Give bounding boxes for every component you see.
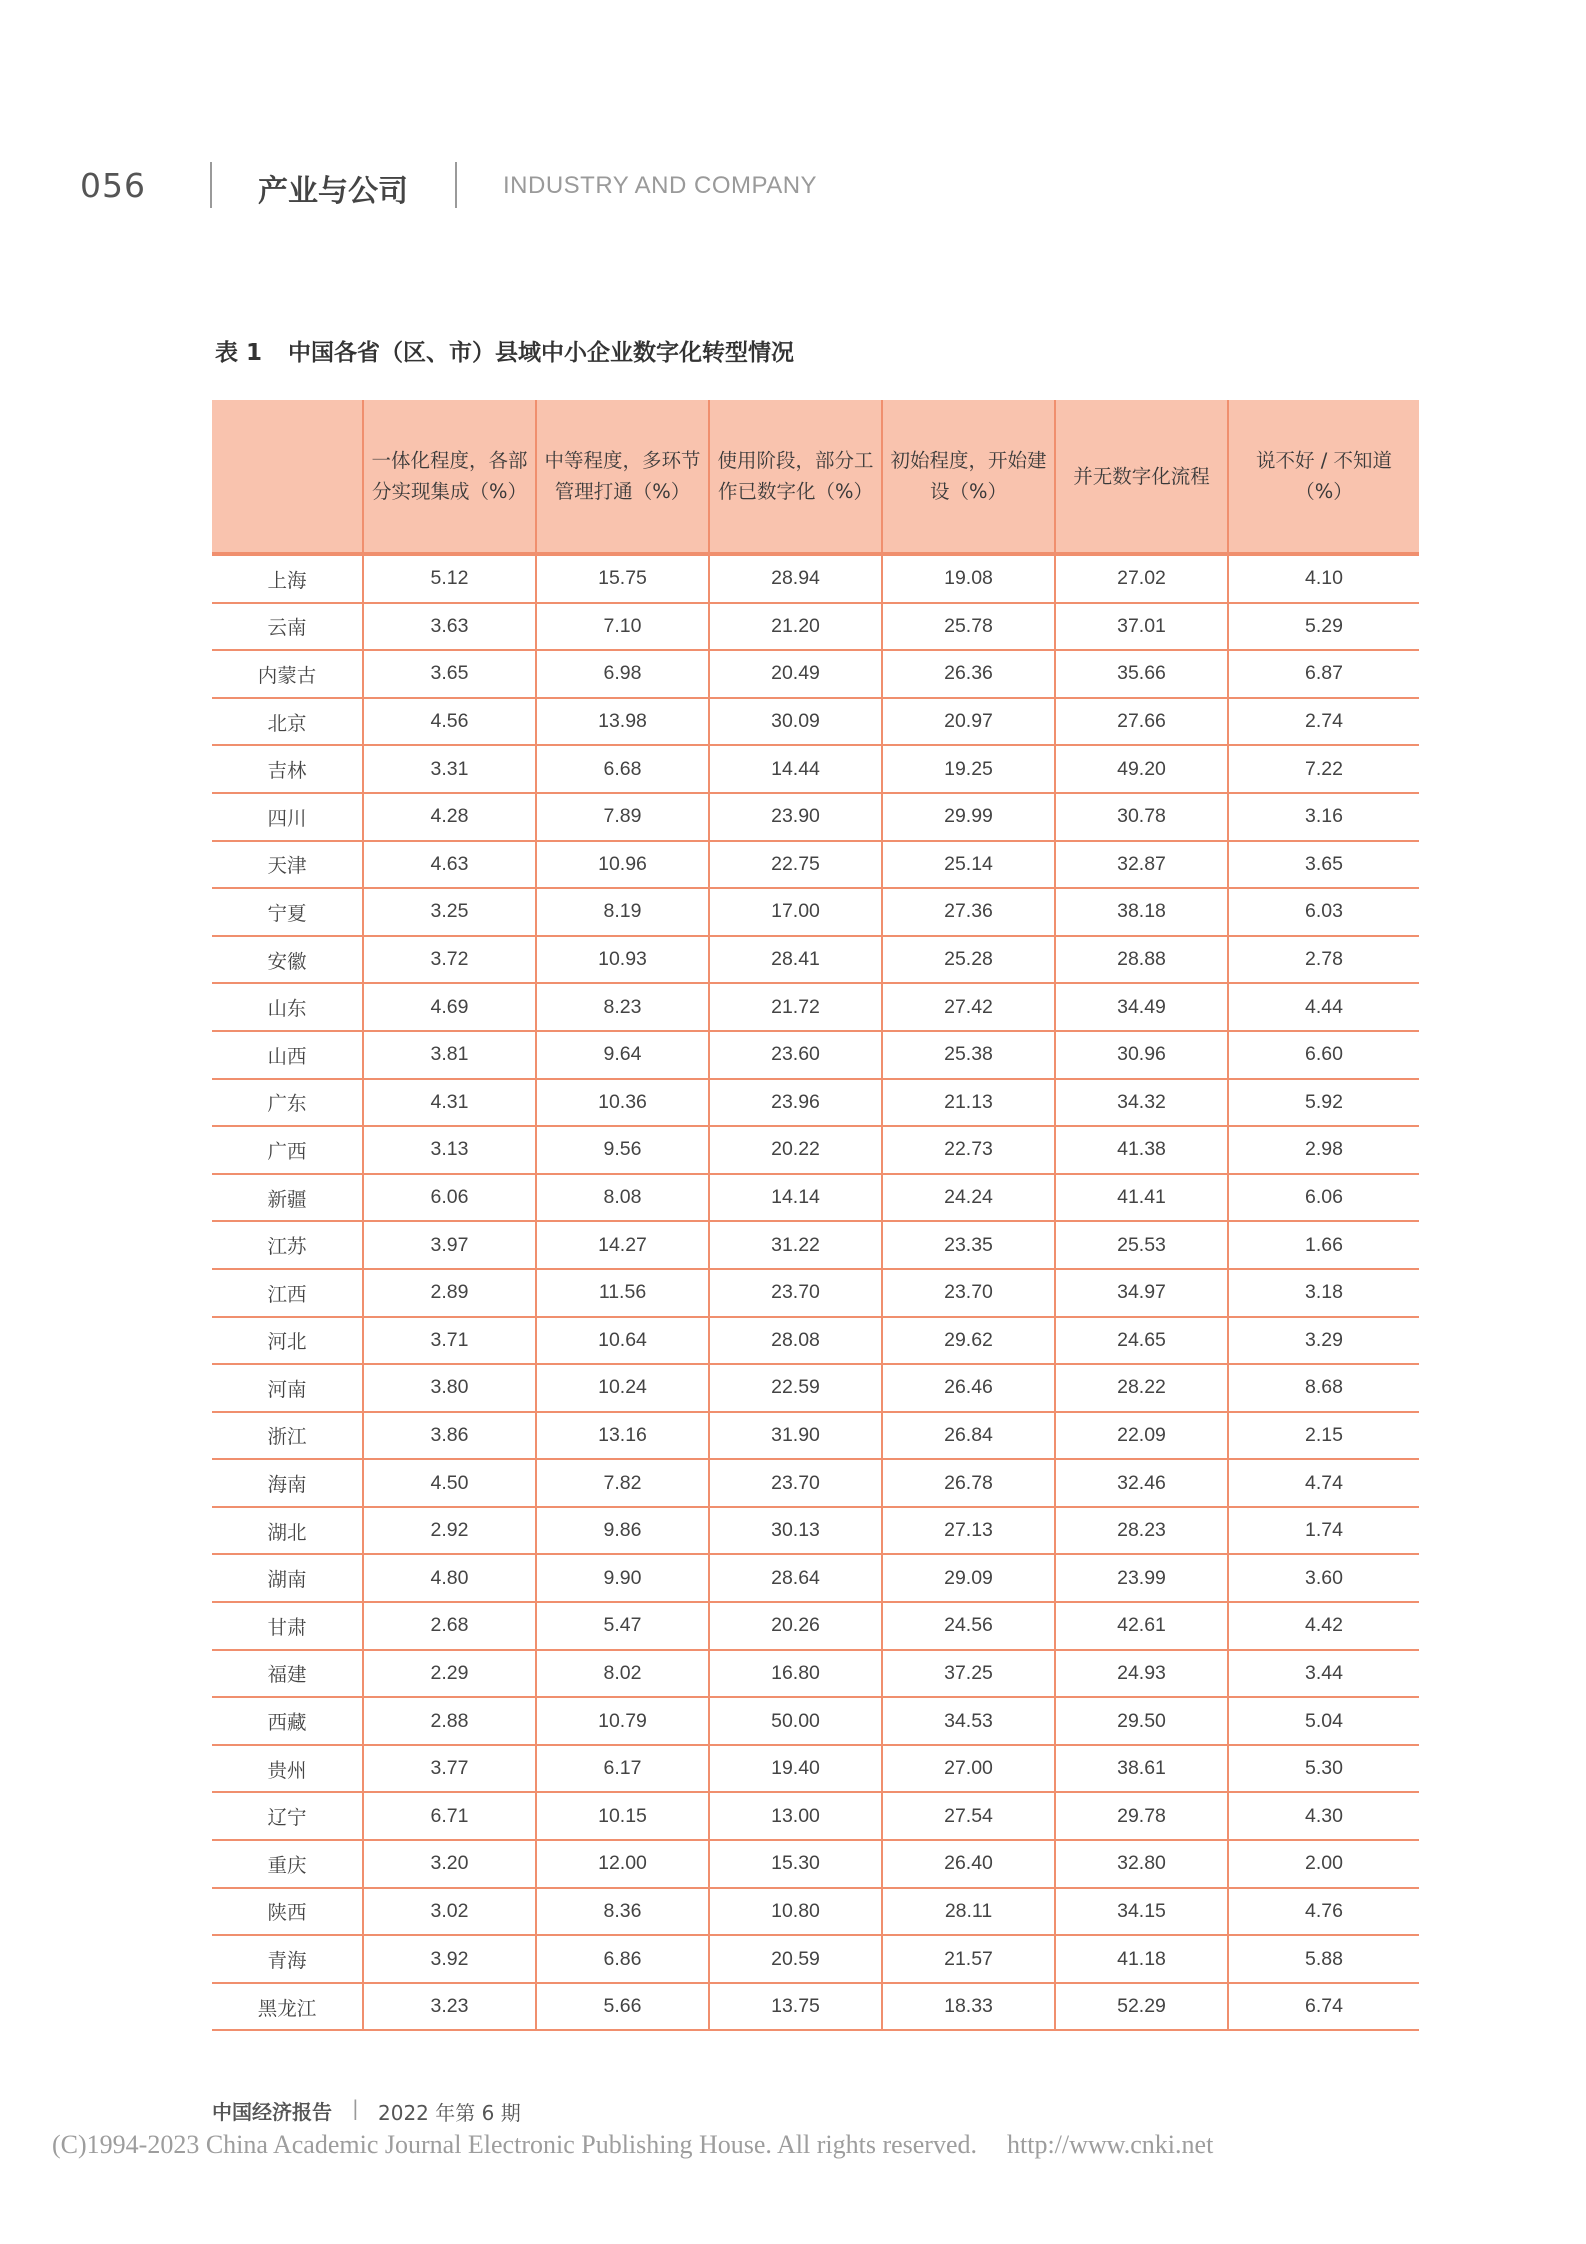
value-cell: 32.80 xyxy=(1055,1840,1228,1888)
value-cell: 6.74 xyxy=(1228,1983,1419,2031)
table-row xyxy=(212,888,1419,936)
value-cell: 34.49 xyxy=(1055,983,1228,1031)
value-cell: 23.70 xyxy=(882,1269,1055,1317)
value-cell: 4.28 xyxy=(363,793,536,841)
value-cell: 4.10 xyxy=(1228,554,1419,603)
column-header: 并无数字化流程 xyxy=(1055,400,1228,554)
value-cell: 7.82 xyxy=(536,1459,709,1507)
column-header: 说不好 / 不知道（%） xyxy=(1228,400,1419,554)
value-cell: 19.40 xyxy=(709,1745,882,1793)
table-body xyxy=(212,554,1419,2030)
table-row xyxy=(212,1269,1419,1317)
region-cell: 黑龙江 xyxy=(212,1983,363,2031)
value-cell: 3.13 xyxy=(363,1126,536,1174)
value-cell: 2.98 xyxy=(1228,1126,1419,1174)
region-cell: 安徽 xyxy=(212,936,363,984)
value-cell: 34.53 xyxy=(882,1697,1055,1745)
value-cell: 30.09 xyxy=(709,698,882,746)
value-cell: 5.29 xyxy=(1228,603,1419,651)
region-cell: 上海 xyxy=(212,554,363,603)
value-cell: 6.60 xyxy=(1228,1031,1419,1079)
value-cell: 4.74 xyxy=(1228,1459,1419,1507)
value-cell: 27.42 xyxy=(882,983,1055,1031)
table-row xyxy=(212,1697,1419,1745)
value-cell: 5.66 xyxy=(536,1983,709,2031)
region-cell: 吉林 xyxy=(212,745,363,793)
region-cell: 广西 xyxy=(212,1126,363,1174)
table-row xyxy=(212,1745,1419,1793)
region-cell: 福建 xyxy=(212,1650,363,1698)
value-cell: 4.76 xyxy=(1228,1888,1419,1936)
value-cell: 29.50 xyxy=(1055,1697,1228,1745)
value-cell: 10.36 xyxy=(536,1079,709,1127)
column-header: 使用阶段，部分工作已数字化（%） xyxy=(709,400,882,554)
region-cell: 辽宁 xyxy=(212,1792,363,1840)
value-cell: 23.70 xyxy=(709,1269,882,1317)
data-table xyxy=(212,400,1419,2031)
region-cell: 湖北 xyxy=(212,1507,363,1555)
value-cell: 41.38 xyxy=(1055,1126,1228,1174)
value-cell: 22.75 xyxy=(709,841,882,889)
value-cell: 8.23 xyxy=(536,983,709,1031)
value-cell: 27.02 xyxy=(1055,554,1228,603)
value-cell: 9.56 xyxy=(536,1126,709,1174)
region-cell: 浙江 xyxy=(212,1412,363,1460)
value-cell: 20.22 xyxy=(709,1126,882,1174)
region-cell: 山西 xyxy=(212,1031,363,1079)
value-cell: 24.65 xyxy=(1055,1317,1228,1365)
value-cell: 34.97 xyxy=(1055,1269,1228,1317)
value-cell: 3.72 xyxy=(363,936,536,984)
copyright-url: http://www.cnki.net xyxy=(1007,2130,1214,2159)
value-cell: 22.59 xyxy=(709,1364,882,1412)
value-cell: 37.01 xyxy=(1055,603,1228,651)
value-cell: 27.13 xyxy=(882,1507,1055,1555)
value-cell: 23.96 xyxy=(709,1079,882,1127)
value-cell: 27.00 xyxy=(882,1745,1055,1793)
value-cell: 35.66 xyxy=(1055,650,1228,698)
region-cell: 西藏 xyxy=(212,1697,363,1745)
region-cell: 贵州 xyxy=(212,1745,363,1793)
value-cell: 15.75 xyxy=(536,554,709,603)
value-cell: 29.99 xyxy=(882,793,1055,841)
value-cell: 20.97 xyxy=(882,698,1055,746)
value-cell: 4.56 xyxy=(363,698,536,746)
value-cell: 2.88 xyxy=(363,1697,536,1745)
table-row xyxy=(212,745,1419,793)
value-cell: 14.27 xyxy=(536,1221,709,1269)
value-cell: 25.78 xyxy=(882,603,1055,651)
region-cell: 河北 xyxy=(212,1317,363,1365)
value-cell: 13.16 xyxy=(536,1412,709,1460)
value-cell: 3.71 xyxy=(363,1317,536,1365)
value-cell: 50.00 xyxy=(709,1697,882,1745)
value-cell: 25.53 xyxy=(1055,1221,1228,1269)
region-cell: 甘肃 xyxy=(212,1602,363,1650)
value-cell: 22.09 xyxy=(1055,1412,1228,1460)
value-cell: 9.90 xyxy=(536,1554,709,1602)
value-cell: 17.00 xyxy=(709,888,882,936)
value-cell: 6.86 xyxy=(536,1935,709,1983)
value-cell: 30.13 xyxy=(709,1507,882,1555)
value-cell: 19.25 xyxy=(882,745,1055,793)
value-cell: 3.81 xyxy=(363,1031,536,1079)
region-cell: 山东 xyxy=(212,983,363,1031)
journal-name: 中国经济报告 xyxy=(212,2100,332,2124)
value-cell: 42.61 xyxy=(1055,1602,1228,1650)
value-cell: 1.74 xyxy=(1228,1507,1419,1555)
value-cell: 20.49 xyxy=(709,650,882,698)
value-cell: 30.96 xyxy=(1055,1031,1228,1079)
value-cell: 12.00 xyxy=(536,1840,709,1888)
region-cell: 北京 xyxy=(212,698,363,746)
value-cell: 24.56 xyxy=(882,1602,1055,1650)
value-cell: 31.22 xyxy=(709,1221,882,1269)
value-cell: 3.23 xyxy=(363,1983,536,2031)
table-row xyxy=(212,554,1419,603)
value-cell: 6.98 xyxy=(536,650,709,698)
table-row xyxy=(212,1459,1419,1507)
value-cell: 4.50 xyxy=(363,1459,536,1507)
value-cell: 28.41 xyxy=(709,936,882,984)
table-row xyxy=(212,1031,1419,1079)
value-cell: 23.35 xyxy=(882,1221,1055,1269)
value-cell: 15.30 xyxy=(709,1840,882,1888)
value-cell: 4.44 xyxy=(1228,983,1419,1031)
copyright-text: (C)1994-2023 China Academic Journal Electronic Publishing House. All rights reserved. xyxy=(52,2130,977,2159)
table-row xyxy=(212,936,1419,984)
footer-separator: | xyxy=(352,2096,359,2120)
column-header: 中等程度，多环节管理打通（%） xyxy=(536,400,709,554)
value-cell: 24.93 xyxy=(1055,1650,1228,1698)
value-cell: 4.80 xyxy=(363,1554,536,1602)
region-cell: 重庆 xyxy=(212,1840,363,1888)
issue-number: 2022 年第 6 期 xyxy=(378,2101,521,2125)
value-cell: 3.97 xyxy=(363,1221,536,1269)
value-cell: 14.14 xyxy=(709,1174,882,1222)
value-cell: 28.08 xyxy=(709,1317,882,1365)
value-cell: 3.63 xyxy=(363,603,536,651)
value-cell: 20.26 xyxy=(709,1602,882,1650)
value-cell: 30.78 xyxy=(1055,793,1228,841)
value-cell: 2.74 xyxy=(1228,698,1419,746)
value-cell: 8.19 xyxy=(536,888,709,936)
table-row xyxy=(212,1554,1419,1602)
value-cell: 13.00 xyxy=(709,1792,882,1840)
header-divider xyxy=(210,162,212,208)
table-row xyxy=(212,1507,1419,1555)
value-cell: 10.15 xyxy=(536,1792,709,1840)
value-cell: 29.78 xyxy=(1055,1792,1228,1840)
value-cell: 7.89 xyxy=(536,793,709,841)
value-cell: 25.14 xyxy=(882,841,1055,889)
page-number: 056 xyxy=(80,166,146,205)
data-table-container xyxy=(212,400,1419,2031)
value-cell: 31.90 xyxy=(709,1412,882,1460)
region-cell: 天津 xyxy=(212,841,363,889)
value-cell: 4.30 xyxy=(1228,1792,1419,1840)
value-cell: 32.87 xyxy=(1055,841,1228,889)
value-cell: 21.13 xyxy=(882,1079,1055,1127)
region-cell: 新疆 xyxy=(212,1174,363,1222)
table-row xyxy=(212,698,1419,746)
value-cell: 26.78 xyxy=(882,1459,1055,1507)
value-cell: 5.88 xyxy=(1228,1935,1419,1983)
value-cell: 6.68 xyxy=(536,745,709,793)
value-cell: 6.87 xyxy=(1228,650,1419,698)
region-cell: 广东 xyxy=(212,1079,363,1127)
value-cell: 34.32 xyxy=(1055,1079,1228,1127)
value-cell: 5.12 xyxy=(363,554,536,603)
value-cell: 28.88 xyxy=(1055,936,1228,984)
value-cell: 3.18 xyxy=(1228,1269,1419,1317)
value-cell: 10.96 xyxy=(536,841,709,889)
table-caption-label: 表 1 xyxy=(215,340,263,366)
value-cell: 4.31 xyxy=(363,1079,536,1127)
value-cell: 41.41 xyxy=(1055,1174,1228,1222)
region-cell: 青海 xyxy=(212,1935,363,1983)
value-cell: 3.02 xyxy=(363,1888,536,1936)
value-cell: 27.66 xyxy=(1055,698,1228,746)
value-cell: 5.47 xyxy=(536,1602,709,1650)
table-row xyxy=(212,1221,1419,1269)
value-cell: 5.04 xyxy=(1228,1697,1419,1745)
value-cell: 9.64 xyxy=(536,1031,709,1079)
column-header: 初始程度，开始建设（%） xyxy=(882,400,1055,554)
value-cell: 10.80 xyxy=(709,1888,882,1936)
value-cell: 2.00 xyxy=(1228,1840,1419,1888)
table-row xyxy=(212,1412,1419,1460)
value-cell: 6.03 xyxy=(1228,888,1419,936)
value-cell: 20.59 xyxy=(709,1935,882,1983)
value-cell: 7.22 xyxy=(1228,745,1419,793)
table-row xyxy=(212,1174,1419,1222)
value-cell: 27.36 xyxy=(882,888,1055,936)
value-cell: 38.61 xyxy=(1055,1745,1228,1793)
value-cell: 3.86 xyxy=(363,1412,536,1460)
value-cell: 21.20 xyxy=(709,603,882,651)
value-cell: 28.11 xyxy=(882,1888,1055,1936)
value-cell: 6.06 xyxy=(363,1174,536,1222)
value-cell: 19.08 xyxy=(882,554,1055,603)
region-cell: 陕西 xyxy=(212,1888,363,1936)
value-cell: 28.94 xyxy=(709,554,882,603)
value-cell: 28.64 xyxy=(709,1554,882,1602)
table-row xyxy=(212,983,1419,1031)
value-cell: 1.66 xyxy=(1228,1221,1419,1269)
value-cell: 16.80 xyxy=(709,1650,882,1698)
value-cell: 6.17 xyxy=(536,1745,709,1793)
value-cell: 18.33 xyxy=(882,1983,1055,2031)
value-cell: 21.57 xyxy=(882,1935,1055,1983)
value-cell: 22.73 xyxy=(882,1126,1055,1174)
value-cell: 6.06 xyxy=(1228,1174,1419,1222)
value-cell: 23.99 xyxy=(1055,1554,1228,1602)
table-row xyxy=(212,1364,1419,1412)
value-cell: 3.92 xyxy=(363,1935,536,1983)
value-cell: 7.10 xyxy=(536,603,709,651)
copyright-notice xyxy=(52,2130,1213,2160)
region-cell: 云南 xyxy=(212,603,363,651)
value-cell: 9.86 xyxy=(536,1507,709,1555)
value-cell: 3.25 xyxy=(363,888,536,936)
value-cell: 8.36 xyxy=(536,1888,709,1936)
value-cell: 28.23 xyxy=(1055,1507,1228,1555)
value-cell: 26.46 xyxy=(882,1364,1055,1412)
value-cell: 49.20 xyxy=(1055,745,1228,793)
value-cell: 2.92 xyxy=(363,1507,536,1555)
value-cell: 3.65 xyxy=(1228,841,1419,889)
value-cell: 3.65 xyxy=(363,650,536,698)
value-cell: 28.22 xyxy=(1055,1364,1228,1412)
value-cell: 14.44 xyxy=(709,745,882,793)
table-row xyxy=(212,1602,1419,1650)
header-divider xyxy=(455,162,457,208)
region-cell: 江苏 xyxy=(212,1221,363,1269)
value-cell: 11.56 xyxy=(536,1269,709,1317)
value-cell: 3.60 xyxy=(1228,1554,1419,1602)
table-row xyxy=(212,650,1419,698)
section-title-en: INDUSTRY AND COMPANY xyxy=(503,172,818,199)
value-cell: 4.42 xyxy=(1228,1602,1419,1650)
table-row xyxy=(212,1888,1419,1936)
value-cell: 3.20 xyxy=(363,1840,536,1888)
table-caption xyxy=(215,334,794,367)
value-cell: 3.16 xyxy=(1228,793,1419,841)
value-cell: 13.98 xyxy=(536,698,709,746)
value-cell: 32.46 xyxy=(1055,1459,1228,1507)
table-row xyxy=(212,1792,1419,1840)
value-cell: 6.71 xyxy=(363,1792,536,1840)
value-cell: 3.77 xyxy=(363,1745,536,1793)
value-cell: 5.92 xyxy=(1228,1079,1419,1127)
table-header-row xyxy=(212,400,1419,554)
table-row xyxy=(212,1935,1419,1983)
value-cell: 3.44 xyxy=(1228,1650,1419,1698)
table-row xyxy=(212,841,1419,889)
table-row xyxy=(212,1317,1419,1365)
value-cell: 52.29 xyxy=(1055,1983,1228,2031)
value-cell: 29.62 xyxy=(882,1317,1055,1365)
region-cell: 内蒙古 xyxy=(212,650,363,698)
value-cell: 34.15 xyxy=(1055,1888,1228,1936)
value-cell: 26.84 xyxy=(882,1412,1055,1460)
region-cell: 湖南 xyxy=(212,1554,363,1602)
value-cell: 25.28 xyxy=(882,936,1055,984)
value-cell: 37.25 xyxy=(882,1650,1055,1698)
value-cell: 4.69 xyxy=(363,983,536,1031)
value-cell: 23.70 xyxy=(709,1459,882,1507)
value-cell: 5.30 xyxy=(1228,1745,1419,1793)
value-cell: 13.75 xyxy=(709,1983,882,2031)
table-row xyxy=(212,1650,1419,1698)
column-header xyxy=(212,400,363,554)
value-cell: 26.40 xyxy=(882,1840,1055,1888)
value-cell: 10.64 xyxy=(536,1317,709,1365)
value-cell: 23.60 xyxy=(709,1031,882,1079)
region-cell: 四川 xyxy=(212,793,363,841)
table-row xyxy=(212,793,1419,841)
value-cell: 25.38 xyxy=(882,1031,1055,1079)
value-cell: 41.18 xyxy=(1055,1935,1228,1983)
value-cell: 3.29 xyxy=(1228,1317,1419,1365)
value-cell: 4.63 xyxy=(363,841,536,889)
value-cell: 26.36 xyxy=(882,650,1055,698)
value-cell: 10.79 xyxy=(536,1697,709,1745)
table-row xyxy=(212,603,1419,651)
table-caption-title: 中国各省（区、市）县域中小企业数字化转型情况 xyxy=(288,340,795,366)
value-cell: 8.02 xyxy=(536,1650,709,1698)
value-cell: 2.89 xyxy=(363,1269,536,1317)
value-cell: 24.24 xyxy=(882,1174,1055,1222)
table-row xyxy=(212,1840,1419,1888)
value-cell: 8.08 xyxy=(536,1174,709,1222)
value-cell: 10.93 xyxy=(536,936,709,984)
value-cell: 38.18 xyxy=(1055,888,1228,936)
region-cell: 海南 xyxy=(212,1459,363,1507)
value-cell: 29.09 xyxy=(882,1554,1055,1602)
value-cell: 10.24 xyxy=(536,1364,709,1412)
section-title-cn: 产业与公司 xyxy=(258,174,408,209)
value-cell: 2.68 xyxy=(363,1602,536,1650)
region-cell: 江西 xyxy=(212,1269,363,1317)
value-cell: 2.15 xyxy=(1228,1412,1419,1460)
region-cell: 河南 xyxy=(212,1364,363,1412)
region-cell: 宁夏 xyxy=(212,888,363,936)
table-row xyxy=(212,1079,1419,1127)
value-cell: 3.80 xyxy=(363,1364,536,1412)
value-cell: 27.54 xyxy=(882,1792,1055,1840)
value-cell: 21.72 xyxy=(709,983,882,1031)
value-cell: 23.90 xyxy=(709,793,882,841)
column-header: 一体化程度，各部分实现集成（%） xyxy=(363,400,536,554)
value-cell: 2.78 xyxy=(1228,936,1419,984)
value-cell: 2.29 xyxy=(363,1650,536,1698)
value-cell: 3.31 xyxy=(363,745,536,793)
table-row xyxy=(212,1983,1419,2031)
value-cell: 8.68 xyxy=(1228,1364,1419,1412)
table-row xyxy=(212,1126,1419,1174)
